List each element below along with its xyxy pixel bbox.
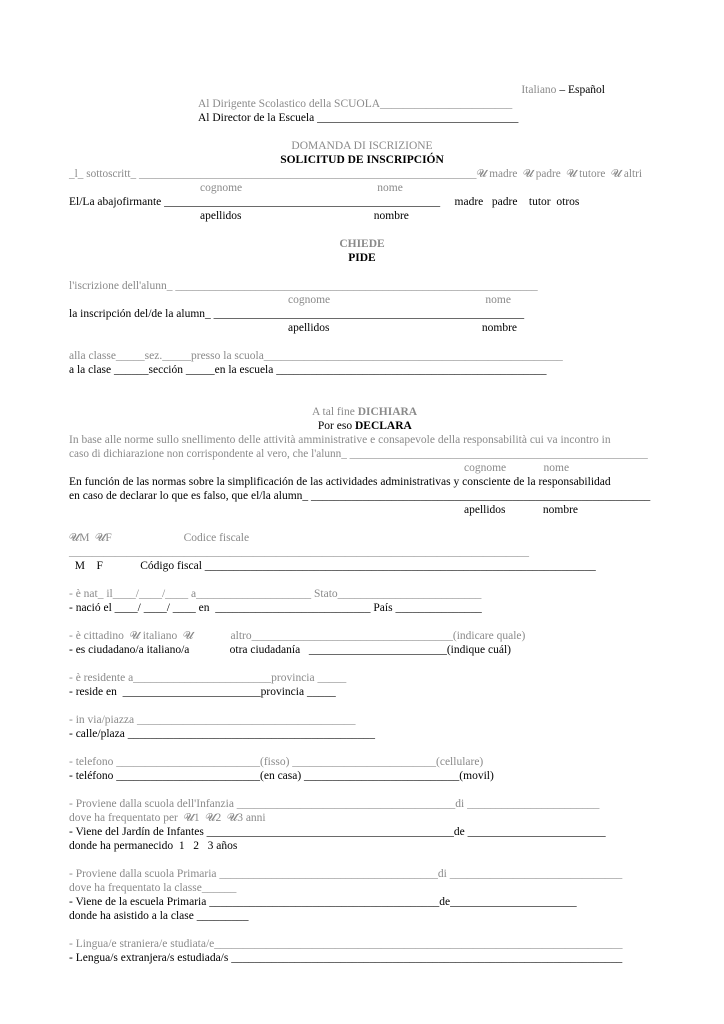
citizen-es: - es ciudadano/a italiano/a otra ciudadanía ________________________(indique cuál) xyxy=(69,644,511,656)
class-line-it: alla classe_____sez._____presso la scuola____________________________________________________ xyxy=(69,350,563,362)
statement-it-sub: cognome nome xyxy=(464,462,570,474)
ask-es: PIDE xyxy=(348,252,376,264)
sex-tax-es: M F Código fiscal ____________________________________________________________________ xyxy=(69,560,596,572)
primary-es-line1: - Viene de la escuela Primaria ________________________________________de______________________ xyxy=(69,896,577,908)
street-es: - calle/plaza ___________________________________________ xyxy=(69,728,375,740)
phone-es: - teléfono _________________________(en casa) ___________________________(movil) xyxy=(69,770,494,782)
kinder-it-line2: dove ha frequentato per 𝓤1 𝓤2 𝓤3 anni xyxy=(69,812,266,824)
born-it: - è nat_ il____/____/____ a____________________ Stato_________________________ xyxy=(69,588,482,600)
ask-it: CHIEDE xyxy=(339,238,385,250)
street-it: - in via/piazza ______________________________________ xyxy=(69,714,356,726)
statement-es-line2: en caso de declarar lo que es falso, que el/la alumn_ ___________________________________________________________ xyxy=(69,490,651,502)
lang-separator: – xyxy=(556,84,568,96)
kinder-it-line1: - Proviene dalla scuola dell'Infanzia ______________________________________di _______________________ xyxy=(69,798,600,810)
statement-it-line1: In base alle norme sullo snellimento delle attività amministrative e consapevole della responsabilità cui va incontro in xyxy=(69,434,611,446)
languages-es: - Lengua/s extranjera/s estudiada/s ____________________________________________________________________ xyxy=(69,952,623,964)
recipient-it: Al Dirigente Scolastico della SCUOLA_______________________ xyxy=(198,98,513,110)
kinder-es-line2: donde ha permanecido 1 2 3 años xyxy=(69,840,238,852)
primary-it-line2: dove ha frequentato la classe______ xyxy=(69,882,237,894)
resident-es: - reside en ________________________provincia _____ xyxy=(69,686,336,698)
resident-it: - è residente a________________________provincia _____ xyxy=(69,672,347,684)
class-line-es: a la clase ______sección _____en la escuela _______________________________________________ xyxy=(69,364,547,376)
phone-it: - telefono _________________________(fisso) _________________________(cellulare) xyxy=(69,756,484,768)
lang-spanish: Español xyxy=(567,84,605,96)
enroll-it: l'iscrizione dell'alunn_ _______________________________________________________________ xyxy=(69,280,538,292)
applicant-es: El/La abajofirmante ________________________________________________ madre padre tutor otros xyxy=(69,196,580,208)
enroll-it-sub: cognome nome xyxy=(288,294,511,306)
languages-it: - Lingua/e straniera/e studiata/e_______________________________________________________________________ xyxy=(69,938,623,950)
declare-it-prefix: A tal fine xyxy=(312,406,358,418)
statement-es-line1: En función de las normas sobre la simplificación de las actividades administrativas y consciente de la responsabilidad xyxy=(69,476,611,488)
recipient-es: Al Director de la Escuela ___________________________________ xyxy=(198,112,519,124)
declare-es-prefix: Por eso xyxy=(317,420,355,432)
citizen-it: - è cittadino 𝓤 italiano 𝓤 altro___________________________________(indicare quale) xyxy=(69,630,526,642)
applicant-it-sub: cognome nome xyxy=(200,182,403,194)
statement-es-sub: apellidos nombre xyxy=(464,504,579,516)
title-it: DOMANDA DI ISCRIZIONE xyxy=(291,140,433,152)
declare-es-word: DECLARA xyxy=(354,420,412,432)
sex-tax-it-line: ________________________________________________________________________________ xyxy=(69,546,529,558)
declare-es xyxy=(0,405,724,433)
primary-it-line1: - Proviene dalla scuola Primaria ______________________________________di ______________________________ xyxy=(69,868,623,880)
born-es: - nació el ____/ ____/ ____ en ___________________________ País _______________ xyxy=(69,602,482,614)
kinder-es-line1: - Viene del Jardín de Infantes ___________________________________________de ________________________ xyxy=(69,826,606,838)
lang-italian: Italiano xyxy=(521,84,557,96)
declare-it-word: DICHIARA xyxy=(357,406,418,418)
enroll-es-sub: apellidos nombre xyxy=(288,322,518,334)
statement-it-line2: caso di dichiarazione non corrispondente al vero, che l'alunn_ _____________________________________________________ xyxy=(69,448,648,460)
applicant-es-sub: apellidos nombre xyxy=(200,210,409,222)
enroll-es: la inscripción del/de la alumn_ ______________________________________________________ xyxy=(69,308,525,320)
primary-es-line2: donde ha asistido a la clase _________ xyxy=(69,910,249,922)
language-switch xyxy=(420,69,605,97)
title-es: SOLICITUD DE INSCRIPCIÓN xyxy=(280,154,444,166)
sex-tax-it: 𝓤M 𝓤F Codice fiscale xyxy=(69,532,250,544)
applicant-it: _l_ sottoscritt_ ____________________________________________________________𝓤 madre 𝓤 padre 𝓤 tutore 𝓤 altri xyxy=(69,168,642,180)
